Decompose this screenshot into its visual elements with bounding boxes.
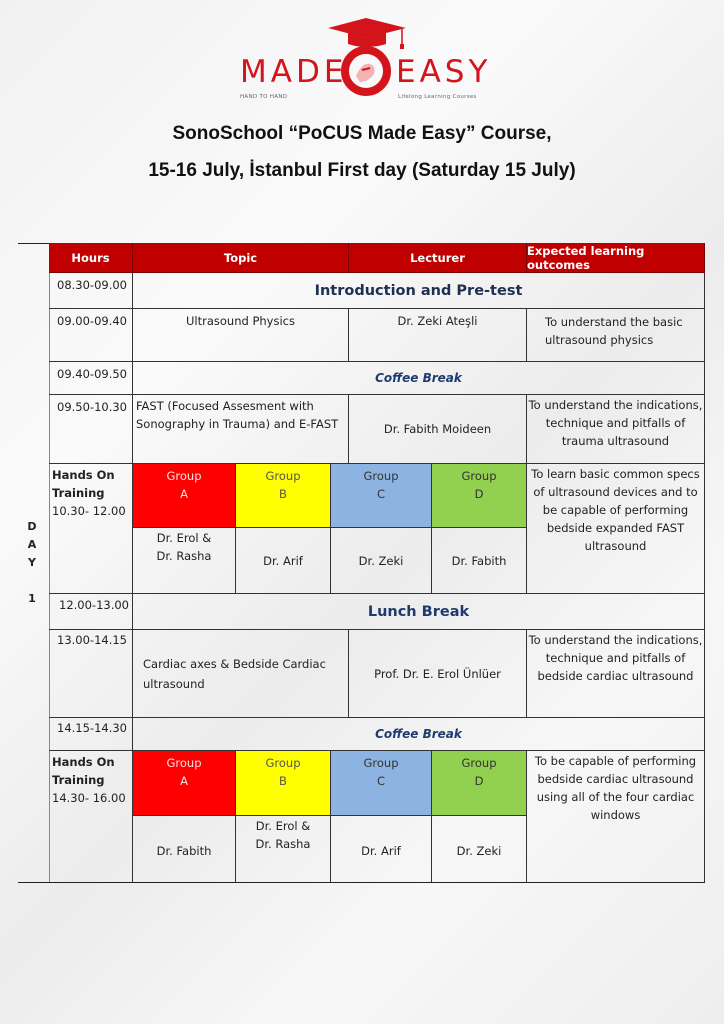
row-lecturer: Dr. Zeki Ateşli: [349, 309, 527, 362]
outcome-line: bedside cardiac ultrasound: [537, 669, 694, 683]
logo-word-made: MADE: [240, 54, 348, 90]
header-lecturer: Lecturer: [349, 243, 527, 273]
lecturer-line: Dr. Rasha: [156, 549, 212, 563]
row-topic: [133, 630, 349, 718]
table-bottom-rule: [18, 882, 705, 883]
group-d-lecturer: [432, 528, 527, 594]
hands-on-title: Hands On: [52, 755, 115, 769]
group-letter: B: [279, 774, 287, 788]
row-hours: 09.40-09.50: [49, 362, 133, 395]
outcome-line: using all of the four cardiac: [536, 790, 695, 804]
hands-on-title: Training: [52, 486, 105, 500]
group-d-cell: [432, 751, 527, 816]
logo-tagline-right: Lifelong Learning Courses: [398, 94, 477, 100]
lecturer-line: Dr. Erol &: [156, 531, 212, 545]
group-b-lecturer: [236, 816, 331, 882]
page-title-line1: SonoSchool “PoCUS Made Easy” Course,: [172, 123, 552, 144]
hands-on-title: Hands On: [52, 468, 115, 482]
lecturer-line: Dr. Arif: [361, 844, 401, 858]
row-hours: 09.00-09.40: [49, 309, 133, 362]
outcome-line: technique and pitfalls of: [545, 651, 686, 665]
row-outcome: [527, 751, 705, 882]
row-hours: 12.00-13.00: [49, 594, 133, 630]
lecturer-line: Dr. Zeki: [358, 553, 404, 568]
group-a-cell: [133, 464, 236, 528]
outcome-line: ultrasound physics: [545, 333, 654, 347]
group-a-lecturer: [133, 816, 236, 882]
row-lecturer: Dr. Fabith Moideen: [349, 395, 527, 464]
hands-on-title: Training: [52, 773, 105, 787]
outcome-line: To understand the indications,: [528, 398, 703, 412]
outcome-line: trauma ultrasound: [561, 434, 670, 448]
group-label: Group: [166, 756, 202, 770]
day-number: 1: [28, 592, 36, 605]
row-topic: [133, 395, 349, 464]
row-lecturer: Prof. Dr. E. Erol Ünlüer: [349, 630, 527, 718]
group-c-lecturer: [331, 528, 432, 594]
day-letter: D: [27, 520, 37, 533]
row-outcome: [527, 309, 705, 362]
group-label: Group: [265, 756, 301, 770]
hands-on-hours: 10.30- 12.00: [52, 504, 126, 518]
outcome-line: windows: [590, 808, 641, 822]
page-title-line2: 15-16 July, İstanbul First day (Saturday 15 July): [148, 160, 576, 181]
row-hours: [49, 751, 133, 882]
logo-word-easy: EASY: [396, 54, 492, 90]
group-letter: D: [474, 487, 484, 501]
row-hours: 08.30-09.00: [49, 273, 133, 309]
topic-line: Cardiac axes & Bedside Cardiac: [143, 657, 326, 671]
day-letter: A: [27, 538, 37, 551]
row-hours: [49, 464, 133, 594]
header-topic: Topic: [133, 243, 349, 273]
lecturer-line: Dr. Erol &: [255, 819, 311, 833]
group-label: Group: [265, 469, 301, 483]
outcome-line: To understand the basic: [545, 315, 683, 329]
group-d-cell: [432, 464, 527, 528]
outcome-line: To understand the indications,: [528, 633, 703, 647]
group-letter: A: [180, 774, 188, 788]
outcome-line: To be capable of performing: [534, 754, 697, 768]
hands-on-hours: 14.30- 16.00: [52, 791, 126, 805]
outcome-line: To learn basic common specs: [531, 467, 700, 481]
header-hours: Hours: [49, 243, 133, 273]
outcome-line: technique and pitfalls of: [545, 416, 686, 430]
outcome-line: bedside cardiac ultrasound: [537, 772, 694, 786]
topic-line: ultrasound: [143, 677, 205, 691]
table-top-rule: [18, 243, 49, 244]
group-b-lecturer: [236, 528, 331, 594]
outcome-line: of ultrasound devices and to: [533, 485, 698, 499]
outcome-line: bedside expanded FAST: [546, 521, 685, 535]
outcome-line: ultrasound: [584, 539, 647, 553]
lecturer-line: Dr. Arif: [263, 553, 303, 568]
day-label: [20, 518, 44, 608]
coffee-break-banner: Coffee Break: [133, 362, 705, 395]
group-d-lecturer: [432, 816, 527, 882]
lecturer-line: Dr. Fabith: [451, 553, 507, 568]
lecturer-line: Dr. Zeki: [456, 844, 502, 858]
group-label: Group: [461, 756, 497, 770]
group-b-cell: [236, 464, 331, 528]
group-label: Group: [166, 469, 202, 483]
group-label: Group: [461, 469, 497, 483]
header-outcomes: Expected learning outcomes: [527, 243, 705, 273]
row-hours: 13.00-14.15: [49, 630, 133, 718]
row-outcome: [527, 630, 705, 718]
group-letter: C: [376, 487, 386, 501]
logo-tagline-left: HAND TO HAND: [240, 94, 288, 100]
row-outcome: [527, 395, 705, 464]
group-label: Group: [363, 756, 399, 770]
lunch-break-banner: Lunch Break: [133, 594, 705, 630]
outcome-line: be capable of performing: [542, 503, 689, 517]
made-easy-logo: [236, 16, 492, 100]
group-letter: D: [474, 774, 484, 788]
group-letter: A: [180, 487, 188, 501]
lecturer-line: Dr. Rasha: [255, 837, 311, 851]
intro-banner: Introduction and Pre-test: [133, 273, 705, 309]
topic-line: FAST (Focused Assesment with: [136, 399, 314, 413]
group-a-lecturer: [133, 528, 236, 594]
group-letter: B: [279, 487, 287, 501]
day-letter: Y: [28, 556, 36, 569]
group-b-cell: [236, 751, 331, 816]
row-outcome: [527, 464, 705, 594]
topic-line: Sonography in Trauma) and E-FAST: [136, 417, 339, 431]
row-hours: 14.15-14.30: [49, 718, 133, 751]
group-c-cell: [331, 464, 432, 528]
lecturer-line: Dr. Fabith: [156, 844, 212, 858]
group-a-cell: [133, 751, 236, 816]
row-hours: 09.50-10.30: [49, 395, 133, 464]
group-c-cell: [331, 751, 432, 816]
row-topic: Ultrasound Physics: [133, 309, 349, 362]
group-label: Group: [363, 469, 399, 483]
group-letter: C: [376, 774, 386, 788]
coffee-break-banner: Coffee Break: [133, 718, 705, 751]
group-c-lecturer: [331, 816, 432, 882]
